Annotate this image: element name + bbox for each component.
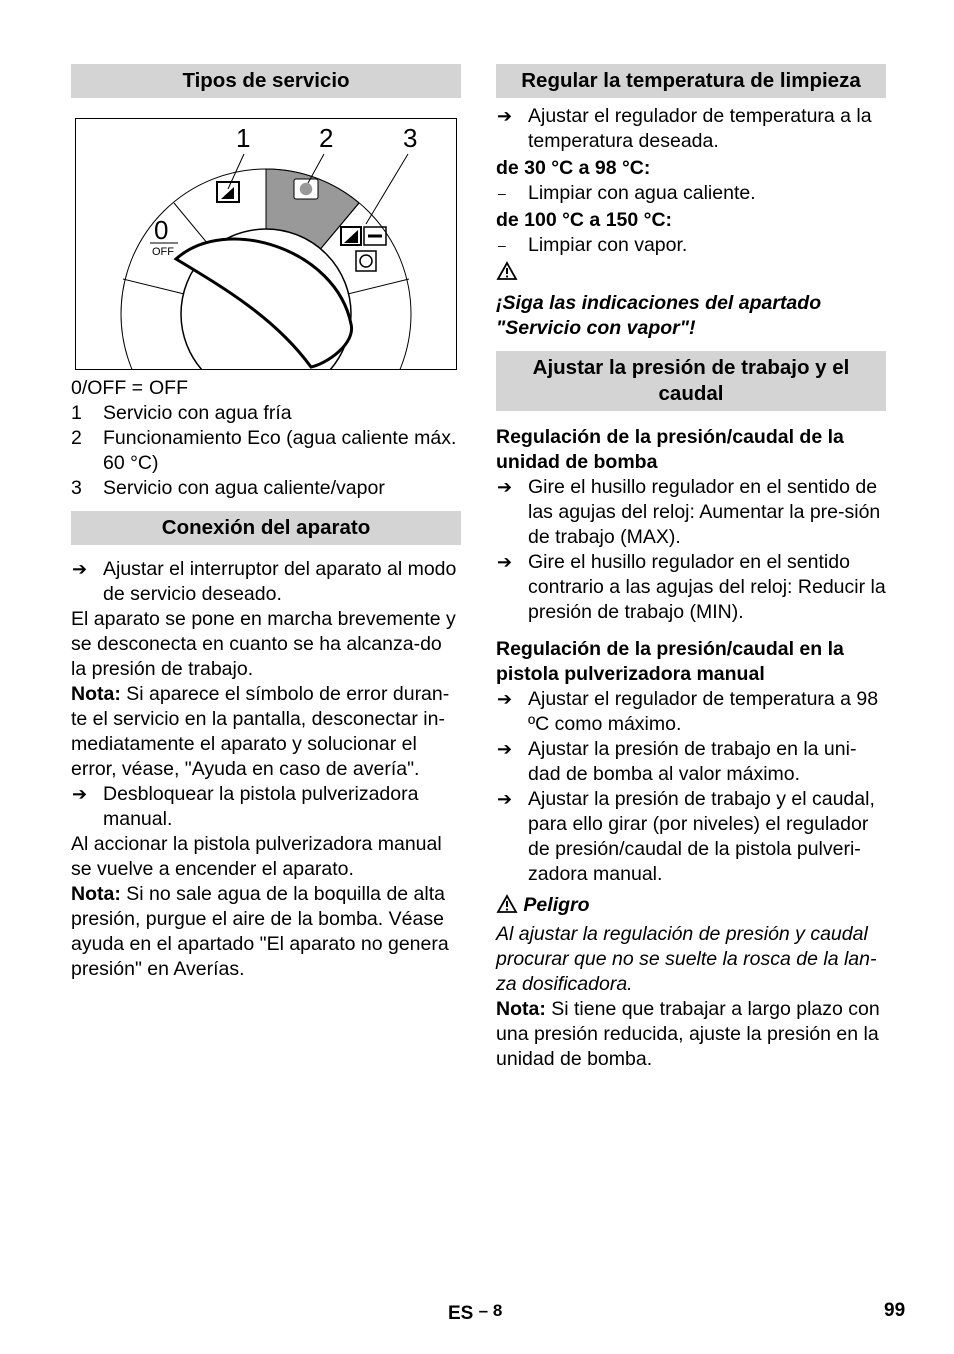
arrow-right-icon: ➔	[497, 689, 513, 709]
label-0: 0	[154, 215, 169, 245]
danger-text: Al ajustar la regulación de presión y caudal procurar que no se suelte la rosca de la lan-za dosificadora.	[496, 923, 877, 995]
subheading: Regulación de la presión/caudal de la unidad de bomba	[496, 426, 844, 473]
footer-language: ES – 8	[448, 1301, 503, 1324]
instruction-item: ➔ Ajustar el regulador de temperatura a la temperatura deseada.	[497, 105, 872, 152]
arrow-right-icon: ➔	[497, 552, 513, 572]
warning-triangle-icon	[496, 894, 518, 914]
arrow-right-icon: ➔	[72, 559, 88, 579]
danger-heading: Peligro	[496, 893, 886, 918]
instruction-item: ➔ Desbloquear la pistola pulverizadora manual.	[72, 783, 419, 830]
heading-ajustar-presion: Ajustar la presión de trabajo y el caudal	[496, 351, 886, 411]
subheading: Regulación de la presión/caudal en la pistola pulverizadora manual	[496, 638, 844, 685]
warning-triangle-icon	[496, 258, 886, 291]
left-column	[71, 64, 461, 982]
instruction-item: ➔ Ajustar la presión de trabajo y el caudal, para ello girar (por niveles) el regulador de presión/caudal de la pistola pulveri-zadora manual.	[497, 788, 875, 885]
label-3: 3	[403, 123, 418, 153]
legend-item: 0/OFF = OFF	[71, 377, 188, 399]
arrow-right-icon: ➔	[497, 106, 513, 126]
note: Nota: Si tiene que trabajar a largo plazo con una presión reducida, ajuste la presión en la unidad de bomba.	[496, 998, 880, 1070]
right-column	[496, 64, 886, 1072]
instruction-item: ➔ Gire el husillo regulador en el sentido de las agujas del reloj: Aumentar la pre-sión de trabajo (MAX).	[497, 476, 881, 548]
note: Nota: Si no sale agua de la boquilla de alta presión, purgue el aire de la bomba. Véase ayuda en el apartado "El aparato no genera presión" en Averías.	[71, 883, 449, 980]
note: Nota: Si aparece el símbolo de error duran-te el servicio en la pantalla, desconectar in-mediatamente el aparato y solucionar el error, véase, "Ayuda en caso de avería".	[71, 683, 450, 780]
instruction-item: ➔ Ajustar el interruptor del aparato al modo de servicio deseado.	[72, 558, 457, 605]
arrow-right-icon: ➔	[497, 477, 513, 497]
paragraph: El aparato se pone en marcha brevemente y se desconecta en cuanto se ha alcanza-do la presión de trabajo.	[71, 608, 456, 680]
instruction-item: ➔ Gire el husillo regulador en el sentido contrario a las agujas del reloj: Reducir la presión de trabajo (MIN).	[497, 551, 886, 623]
label-off: OFF	[152, 246, 174, 258]
list-item: – Limpiar con agua caliente.	[498, 182, 756, 204]
arrow-right-icon: ➔	[497, 739, 513, 759]
legend-item: 2 Funcionamiento Eco (agua caliente máx. 60 °C)	[71, 427, 457, 474]
label-1: 1	[236, 123, 251, 153]
dial-drawing	[76, 119, 456, 369]
label-2: 2	[319, 123, 334, 153]
paragraph: Al accionar la pistola pulverizadora manual se vuelve a encender el aparato.	[71, 833, 442, 880]
heading-conexion-del-aparato: Conexión del aparato	[71, 511, 461, 545]
instruction-item: ➔ Ajustar el regulador de temperatura a 98 ºC como máximo.	[497, 688, 879, 735]
arrow-right-icon: ➔	[497, 789, 513, 809]
dial-figure	[75, 118, 457, 370]
temp-range-label: de 100 °C a 150 °C:	[496, 209, 673, 231]
warning-text: ¡Siga las indicaciones del apartado "Servicio con vapor"!	[496, 292, 822, 339]
list-item: – Limpiar con vapor.	[498, 234, 688, 256]
heading-regular-temperatura: Regular la temperatura de limpieza	[496, 64, 886, 98]
legend-item: 1 Servicio con agua fría	[71, 402, 292, 424]
page-number: 99	[884, 1300, 906, 1321]
legend-item: 3 Servicio con agua caliente/vapor	[71, 477, 385, 499]
arrow-right-icon: ➔	[72, 784, 88, 804]
heading-tipos-de-servicio: Tipos de servicio	[71, 64, 461, 98]
temp-range-label: de 30 °C a 98 °C:	[496, 157, 651, 179]
instruction-item: ➔ Ajustar la presión de trabajo en la uni-dad de bomba al valor máximo.	[497, 738, 857, 785]
